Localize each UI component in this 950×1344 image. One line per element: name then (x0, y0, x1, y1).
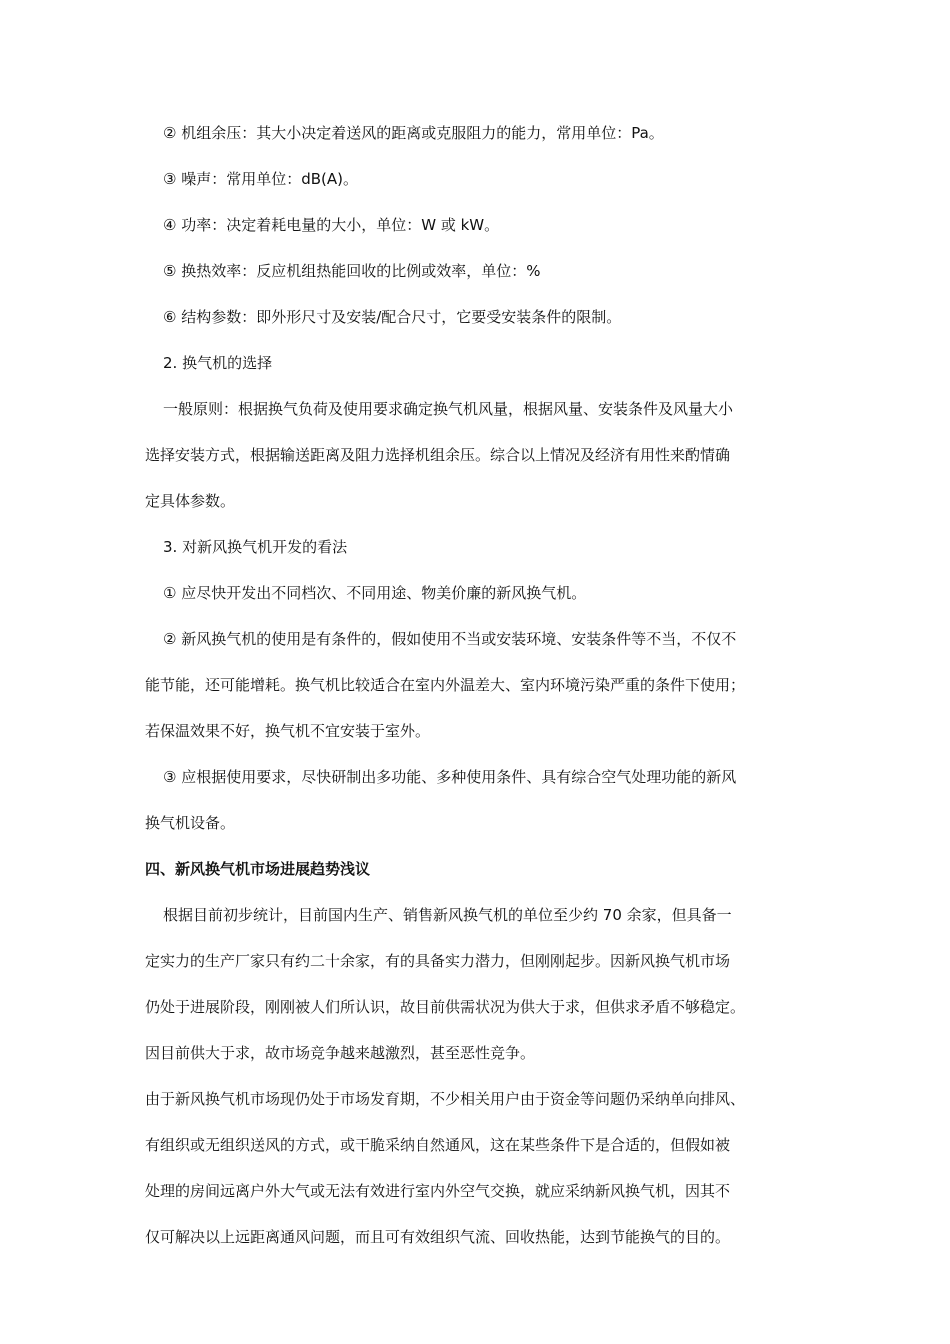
paragraph-line: 处理的房间远离户外大气或无法有效进行室内外空气交换，就应采纳新风换气机，因其不 (145, 1182, 731, 1200)
paragraph-line: 定具体参数。 (145, 492, 236, 510)
subheading-development-views: 3. 对新风换气机开发的看法 (163, 538, 348, 556)
paragraph-structure: ⑥ 结构参数：即外形尺寸及安装/配合尺寸，它要受安装条件的限制。 (163, 308, 622, 326)
paragraph-general-principle (145, 386, 810, 524)
paragraph-view-2 (145, 616, 810, 754)
paragraph-line: ③ 应根据使用要求，尽快研制出多功能、多种使用条件、具有综合空气处理功能的新风 (163, 768, 737, 786)
paragraph-line: 换气机设备。 (145, 814, 236, 832)
paragraph-line: 因目前供大于求，故市场竞争越来越激烈，甚至恶性竞争。 (145, 1044, 536, 1062)
paragraph-view-3 (145, 754, 810, 846)
section-heading-market-trend: 四、新风换气机市场进展趋势浅议 (145, 860, 371, 878)
paragraph-line: 若保温效果不好，换气机不宜安装于室外。 (145, 722, 431, 740)
paragraph-market-development (145, 1076, 810, 1260)
paragraph-line: 根据目前初步统计，目前国内生产、销售新风换气机的单位至少约 70 余家，但具备一 (163, 906, 732, 924)
paragraph-power: ④ 功率：决定着耗电量的大小，单位：W 或 kW。 (163, 216, 500, 234)
paragraph-line: ② 新风换气机的使用是有条件的，假如使用不当或安装环境、安装条件等不当，不仅不 (163, 630, 737, 648)
paragraph-view-1: ① 应尽快开发出不同档次、不同用途、物美价廉的新风换气机。 (163, 584, 587, 602)
paragraph-line: 定实力的生产厂家只有约二十余家，有的具备实力潜力，但刚刚起步。因新风换气机市场 (145, 952, 731, 970)
paragraph-line: 一般原则：根据换气负荷及使用要求确定换气机风量，根据风量、安装条件及风量大小 (163, 400, 734, 418)
paragraph-line: 选择安装方式，根据输送距离及阻力选择机组余压。综合以上情况及经济有用性来酌情确 (145, 446, 731, 464)
paragraph-line: 由于新风换气机市场现仍处于市场发育期，不少相关用户由于资金等问题仍采纳单向排风、 (145, 1090, 746, 1108)
paragraph-line: 能节能，还可能增耗。换气机比较适合在室内外温差大、室内环境污染严重的条件下使用； (145, 676, 746, 694)
paragraph-residual-pressure: ② 机组余压：其大小决定着送风的距离或克服阻力的能力，常用单位：Pa。 (163, 124, 664, 142)
paragraph-line: 仅可解决以上远距离通风问题，而且可有效组织气流、回收热能，达到节能换气的目的。 (145, 1228, 731, 1246)
paragraph-heat-efficiency: ⑤ 换热效率：反应机组热能回收的比例或效率，单位：% (163, 262, 541, 280)
paragraph-noise: ③ 噪声：常用单位：dB(A)。 (163, 170, 358, 188)
paragraph-line: 有组织或无组织送风的方式，或干脆采纳自然通风，这在某些条件下是合适的，但假如被 (145, 1136, 731, 1154)
document-page (145, 110, 810, 1260)
subheading-selection: 2. 换气机的选择 (163, 354, 273, 372)
paragraph-market-stats (145, 892, 810, 1076)
paragraph-line: 仍处于进展阶段，刚刚被人们所认识，故目前供需状况为供大于求，但供求矛盾不够稳定。 (145, 998, 746, 1016)
